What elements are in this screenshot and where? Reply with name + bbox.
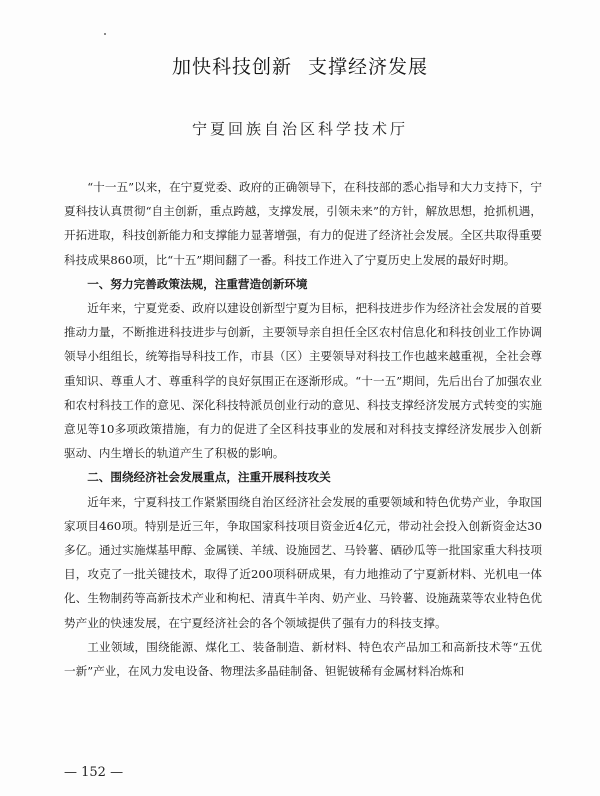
- section-heading: 一、努力完善政策法规，注重营造创新环境: [87, 276, 308, 291]
- author-organization: 宁夏回族自治区科学技术厅: [191, 120, 408, 138]
- title-part-1: 加快科技创新: [171, 56, 292, 78]
- scan-speck: [104, 33, 106, 35]
- page-title: [0, 52, 600, 79]
- page-number: — 152 —: [64, 765, 124, 780]
- body-paragraph: “十一五”以来，在宁夏党委、政府的正确领导下，在科技部的悉心指导和大力支持下，宁夏科技认真贯彻“自主创新，重点跨越，支撑发展，引领未来”的方针，解放思想，抢抓机遇，开拓进取，科技创新能力和支撑能力显著增强，有力的促进了经济社会发展。全区共取得重要科技成果860项，比“十五”期间翻了一番。科技工作进入了宁夏历史上发展的最好时期。: [64, 180, 542, 267]
- section-heading: 二、围绕经济社会发展重点，注重开展科技攻关: [87, 470, 331, 485]
- document-body: [64, 175, 542, 683]
- body-paragraph: 近年来，宁夏科技工作紧紧围绕自治区经济社会发展的重要领域和特色优势产业，争取国家项目460项。特别是近三年，争取国家科技项目资金近4亿元，带动社会投入创新资金达30多亿。通过实施煤基甲醇、金属镁、羊绒、设施园艺、马铃薯、硒砂瓜等一批国家重大科技项目，攻克了一批关键技术，取得了近200项科研成果，有力地推动了宁夏新材料、光机电一体化、生物制药等高新技术产业和枸杞、清真牛羊肉、奶产业、马铃薯、设施蔬菜等农业特色优势产业的快速发展，在宁夏经济社会的各个领域提供了强有力的科技支撑。: [64, 494, 542, 630]
- body-paragraph: 近年来，宁夏党委、政府以建设创新型宁夏为目标，把科技进步作为经济社会发展的首要推动力量，不断推进科技进步与创新，主要领导亲自担任全区农村信息化和科技创业工作协调领导小组组长，统筹指导科技工作，市县（区）主要领导对科技工作也越来越重视，全社会尊重知识、尊重人才、尊重科学的良好氛围正在逐渐形成。“十一五”期间，先后出台了加强农业和农村科技工作的意见、深化科技特派员创业行动的意见、科技支撑经济发展方式转变的实施意见等10多项政策措施，有力的促进了全区科技事业的发展和对科技支撑经济发展步入创新驱动、内生增长的轨道产生了积极的影响。: [64, 301, 542, 461]
- title-part-2: 支撑经济发展: [308, 56, 429, 78]
- body-paragraph: 工业领域，围绕能源、煤化工、装备制造、新材料、特色农产品加工和高新技术等“五优一新”产业，在风力发电设备、物理法多晶硅制备、钽铌铍稀有金属材料冶炼和: [64, 639, 542, 679]
